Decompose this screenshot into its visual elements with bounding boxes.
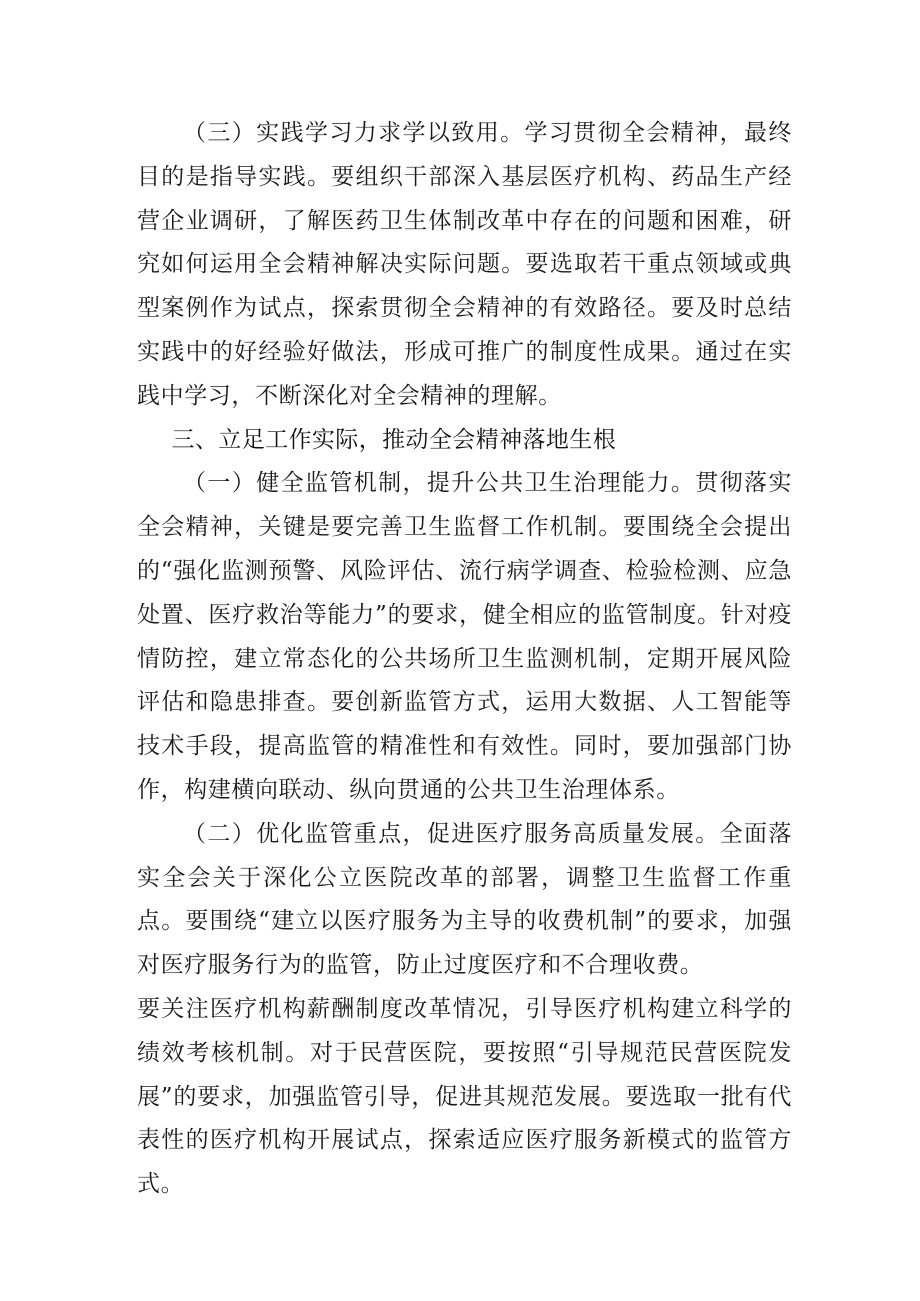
- paragraph-compensation-reform: 要关注医疗机构薪酬制度改革情况，引导医疗机构建立科学的绩效考核机制。对于民营医院，要按照“引导规范民营医院发展”的要求，加强监管引导，促进其规范发展。要选取一批有代表性的医疗机构开展试点，探索适应医疗服务新模式的监管方式。: [137, 995, 792, 1198]
- paragraph-practice-study: （三）实践学习力求学以致用。学习贯彻全会精神，最终目的是指导实践。要组织干部深入基层医疗机构、药品生产经营企业调研，了解医药卫生体制改革中存在的问题和困难，研究如何运用全会精神解决实际问题。要选取若干重点领域或典型案例作为试点，探索贯彻全会精神的有效路径。要及时总结实践中的好经验好做法，形成可推广的制度性成果。通过在实践中学习，不断深化对全会精神的理解。: [137, 120, 792, 409]
- document-body: [137, 112, 792, 1207]
- section-heading-three: 三、立足工作实际，推动全会精神落地生根: [171, 426, 617, 453]
- paragraph-supervision-focus: （二）优化监管重点，促进医疗服务高质量发展。全面落实全会关于深化公立医院改革的部署，调整卫生监督工作重点。要围绕“建立以医疗服务为主导的收费机制”的要求，加强对医疗服务行为的监管，防止过度医疗和不合理收费。: [137, 820, 792, 979]
- paragraph-supervision-mechanism: （一）健全监管机制，提升公共卫生治理能力。贯彻落实全会精神，关键是要完善卫生监督工作机制。要围绕全会提出的“强化监测预警、风险评估、流行病学调查、检验检测、应急处置、医疗救治等能力”的要求，健全相应的监管制度。针对疫情防控，建立常态化的公共场所卫生监测机制，定期开展风险评估和隐患排查。要创新监管方式，运用大数据、人工智能等技术手段，提高监管的精准性和有效性。同时，要加强部门协作，构建横向联动、纵向贯通的公共卫生治理体系。: [137, 470, 792, 803]
